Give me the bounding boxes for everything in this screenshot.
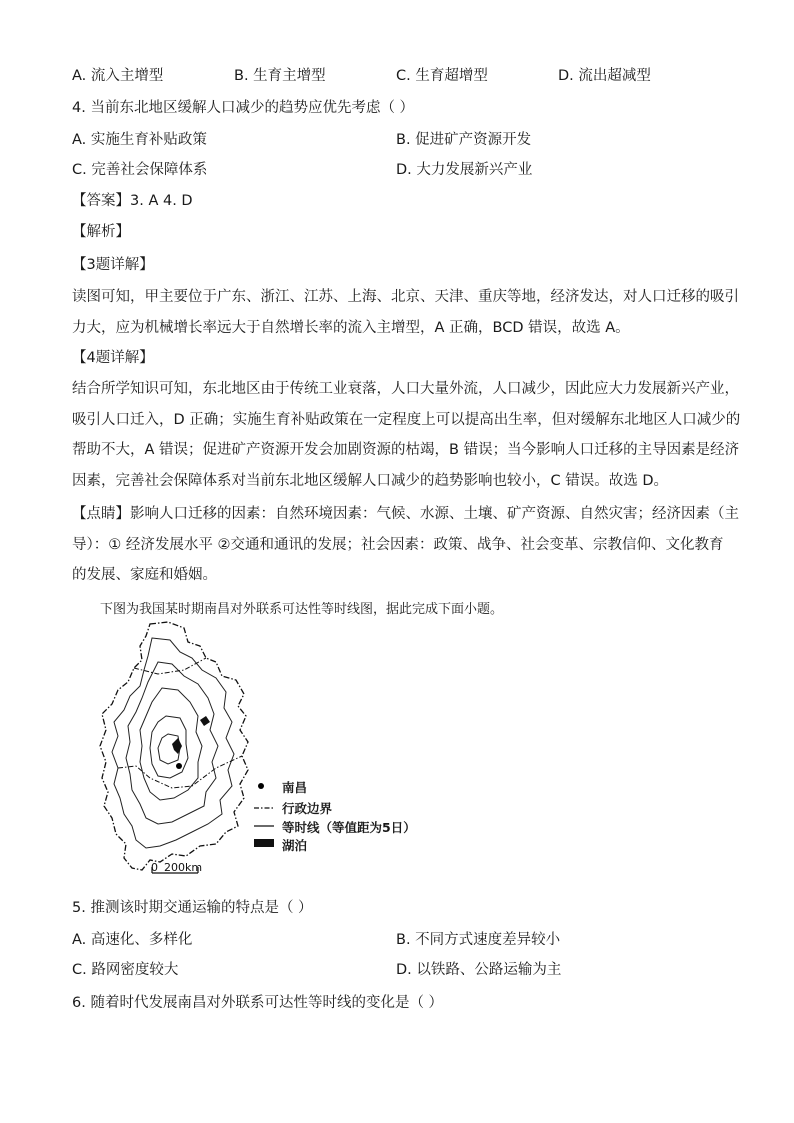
- answer-line: [72, 191, 193, 211]
- q4-detail-line: 帮助不大，A 错误；促进矿产资源开发会加剧资源的枯竭，B 错误；当今影响人口迁移的主导因素是经济: [72, 442, 740, 458]
- q3-detail-title: 【3题详解】: [72, 257, 154, 273]
- q3-option-b: B. 生育主增型: [234, 68, 326, 84]
- q5-option-b: B. 不同方式速度差异较小: [396, 932, 561, 948]
- key-points-line: 的发展、家庭和婚姻。: [72, 567, 217, 583]
- key-points-line: 【点睛】影响人口迁移的因素：自然环境因素：气候、水源、土壤、矿产资源、自然灾害；经济因素（主: [72, 506, 739, 522]
- answer-label: 【答案】: [72, 193, 130, 209]
- q3-detail-line: 力大，应为机械增长率远大于自然增长率的流入主增型，A 正确，BCD 错误，故选 A。: [72, 319, 630, 336]
- q4-stem: 4. 当前东北地区缓解人口减少的趋势应优先考虑（ ）: [72, 100, 415, 116]
- scale-value-label: 200km: [164, 861, 203, 874]
- q3-detail-paragraph: [72, 282, 739, 343]
- analysis-label: 【解析】: [72, 224, 130, 240]
- lake-shape: [200, 716, 210, 726]
- q4-detail-line: 吸引人口迁入，D 正确；实施生育补贴政策在一定程度上可以提高出生率，但对缓解东北地区人口减少的: [72, 411, 741, 428]
- legend-lake-label: 湖泊: [282, 838, 308, 853]
- q6-stem: 6. 随着时代发展南昌对外联系可达性等时线的变化是（ ）: [72, 995, 444, 1011]
- figure-caption: 下图为我国某时期南昌对外联系可达性等时线图，据此完成下面小题。: [100, 602, 504, 617]
- q5-stem: 5. 推测该时期交通运输的特点是（ ）: [72, 900, 313, 916]
- isochrone-map: [88, 618, 428, 882]
- legend-city-symbol: [258, 783, 264, 789]
- q3-detail-line: 读图可知，甲主要位于广东、浙江、江苏、上海、北京、天津、重庆等地，经济发达，对人口迁移的吸引: [72, 289, 739, 305]
- isochrone-ring: [140, 688, 202, 800]
- q5-option-d: D. 以铁路、公路运输为主: [396, 962, 562, 978]
- isochrone-ring: [150, 716, 188, 778]
- q4-detail-line: 因素，完善社会保障体系对当前东北地区缓解人口减少的趋势影响也较小，C 错误。故选 D。: [72, 472, 669, 489]
- q3-option-c: C. 生育超增型: [396, 68, 488, 84]
- nanchang-point: [176, 763, 182, 769]
- q3-option-d: D. 流出超减型: [558, 68, 651, 84]
- isochrone-map-svg: [88, 618, 428, 882]
- q4-option-c: C. 完善社会保障体系: [72, 162, 208, 178]
- q4-option-d: D. 大力发展新兴产业: [396, 162, 533, 178]
- answer-text: 3. A 4. D: [130, 193, 193, 209]
- q4-option-a: A. 实施生育补贴政策: [72, 132, 207, 148]
- legend-lake-symbol: [254, 839, 274, 847]
- q5-option-a: A. 高速化、多样化: [72, 932, 193, 948]
- scale-zero-label: 0: [151, 861, 158, 874]
- q4-option-b: B. 促进矿产资源开发: [396, 132, 532, 148]
- key-points-line: 导）：① 经济发展水平 ②交通和通讯的发展；社会因素：政策、战争、社会变革、宗教信仰、文化教育: [72, 536, 724, 553]
- legend-city-label: 南昌: [282, 780, 308, 795]
- lake-shape: [172, 738, 182, 754]
- q4-detail-line: 结合所学知识可知，东北地区由于传统工业衰落，人口大量外流，人口减少，因此应大力发展新兴产业，: [72, 381, 739, 397]
- legend-boundary-label: 行政边界: [282, 801, 333, 816]
- q3-option-a: A. 流入主增型: [72, 68, 164, 84]
- key-points-paragraph: [72, 499, 739, 591]
- q4-detail-paragraph: [72, 374, 741, 496]
- q5-option-c: C. 路网密度较大: [72, 962, 179, 978]
- legend-isochrone-label: 等时线（等值距为5日）: [282, 820, 416, 835]
- admin-boundary-inner: [118, 756, 242, 788]
- q4-detail-title: 【4题详解】: [72, 350, 154, 366]
